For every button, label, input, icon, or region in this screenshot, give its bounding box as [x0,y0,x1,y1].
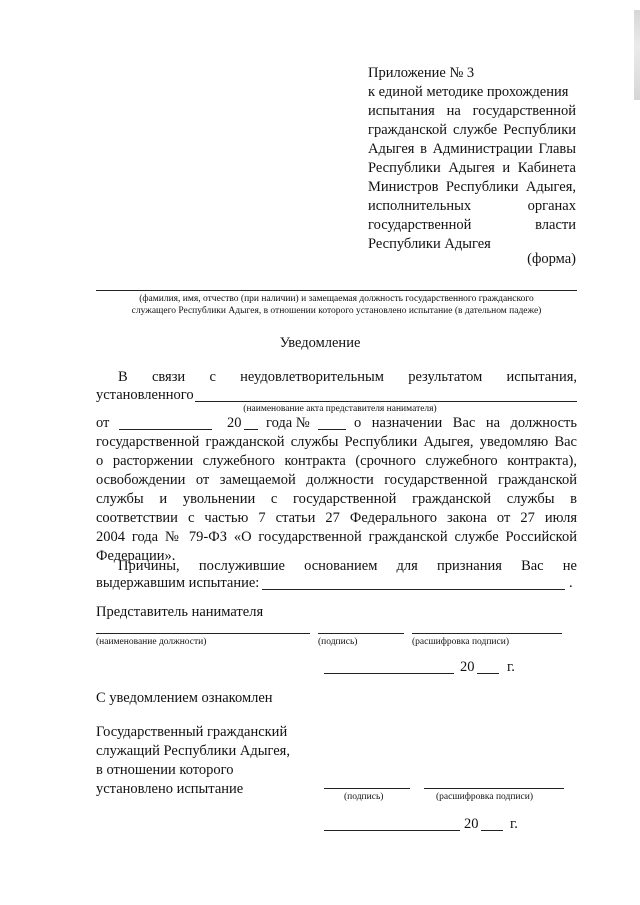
scan-edge-mark [634,10,640,100]
document-heading: Уведомление [279,335,361,351]
body-line: освобождении от замещаемой должности государственной гражданской [96,472,577,488]
appendix-line: исполнительных органах [368,198,576,214]
reasons-line-1: Причины, послужившие основанием для признания Вас не [118,558,577,574]
acknowledged-title: С уведомлением ознакомлен [96,690,273,706]
act-line [195,401,577,402]
body-line: 2004 года № 79-ФЗ «О государственной гражданской службе Российской [96,529,577,545]
servant-line: служащий Республики Адыгея, [96,743,290,759]
appendix-block [368,64,576,254]
servant-decoding-line [424,788,564,789]
number-blank [318,429,346,430]
body-line-3 [96,414,577,433]
employer-date-line [324,673,454,674]
servant-date-g: г. [510,816,518,832]
appendix-line: гражданской службе Республики [368,122,576,138]
year-20: 20 [227,415,242,431]
reasons-end: . [569,575,573,591]
servant-line: установлено испытание [96,781,244,797]
body-line: государственной гражданской службы Республики Адыгея, уведомляю Вас [96,434,577,450]
employer-title: Представитель нанимателя [96,604,264,620]
appendix-line: Адыгея в Администрации Главы [368,141,576,157]
servant-decoding-caption: (расшифровка подписи) [436,792,533,802]
servant-date-20: 20 [464,816,479,832]
appendix-line: испытания на государственной [368,103,576,119]
servant-signature-caption: (подпись) [344,792,384,802]
position-line [96,633,310,634]
body-paragraph [96,433,577,566]
appendix-line: Республики Адыгея и Кабинета [368,160,576,176]
servant-line: в отношении которого [96,762,234,778]
signature-caption: (подпись) [318,637,358,647]
date-blank [119,429,212,430]
employer-date-g: г. [507,659,515,675]
year-blank [244,429,258,430]
appendix-line: Республики Адыгея [368,236,491,252]
servant-signature-line [324,788,410,789]
servant-year-line [481,830,503,831]
reasons-line [262,589,565,590]
act-caption: (наименование акта представителя нанимателя) [243,404,437,414]
year-word: года № [266,415,310,431]
body-line: службы и увольнении с государственной гражданской службы в [96,491,577,507]
employer-date-20: 20 [460,659,475,675]
servant-line: Государственный гражданский [96,724,288,740]
form-label: (форма) [527,251,576,267]
body-line-2-start: установленного [96,387,194,403]
body-line: о расторжении служебного контракта (срочного служебного контракта), [96,453,577,469]
appendix-line: государственной власти [368,217,576,233]
decoding-line [412,633,562,634]
body-line: Федерации». [96,548,176,564]
appendix-title: Приложение № 3 [368,65,475,81]
addressee-caption-line: (фамилия, имя, отчество (при наличии) и замещаемая должность государственного гражданского [139,294,534,304]
servant-date-line [324,830,460,831]
appendix-line: к единой методике прохождения [368,84,569,100]
employer-year-line [477,673,499,674]
appendix-line: Министров Республики Адыгея, [368,179,576,195]
addressee-line [96,290,577,291]
appointment-text: о назначении Вас на должность [354,415,577,431]
body-line: соответствии с частью 7 статьи 27 Федерального закона от 27 июля [96,510,577,526]
from-word: от [96,415,110,431]
signature-line [318,633,404,634]
decoding-caption: (расшифровка подписи) [412,637,509,647]
body-line-1: В связи с неудовлетворительным результатом испытания, [118,369,577,385]
servant-block [96,723,316,799]
addressee-caption-line: служащего Республики Адыгея, в отношении которого установлено испытание (в дательном падеже) [131,306,542,316]
position-caption: (наименование должности) [96,637,207,647]
reasons-line-2: выдержавшим испытание: [96,575,260,591]
addressee-caption [96,293,577,317]
